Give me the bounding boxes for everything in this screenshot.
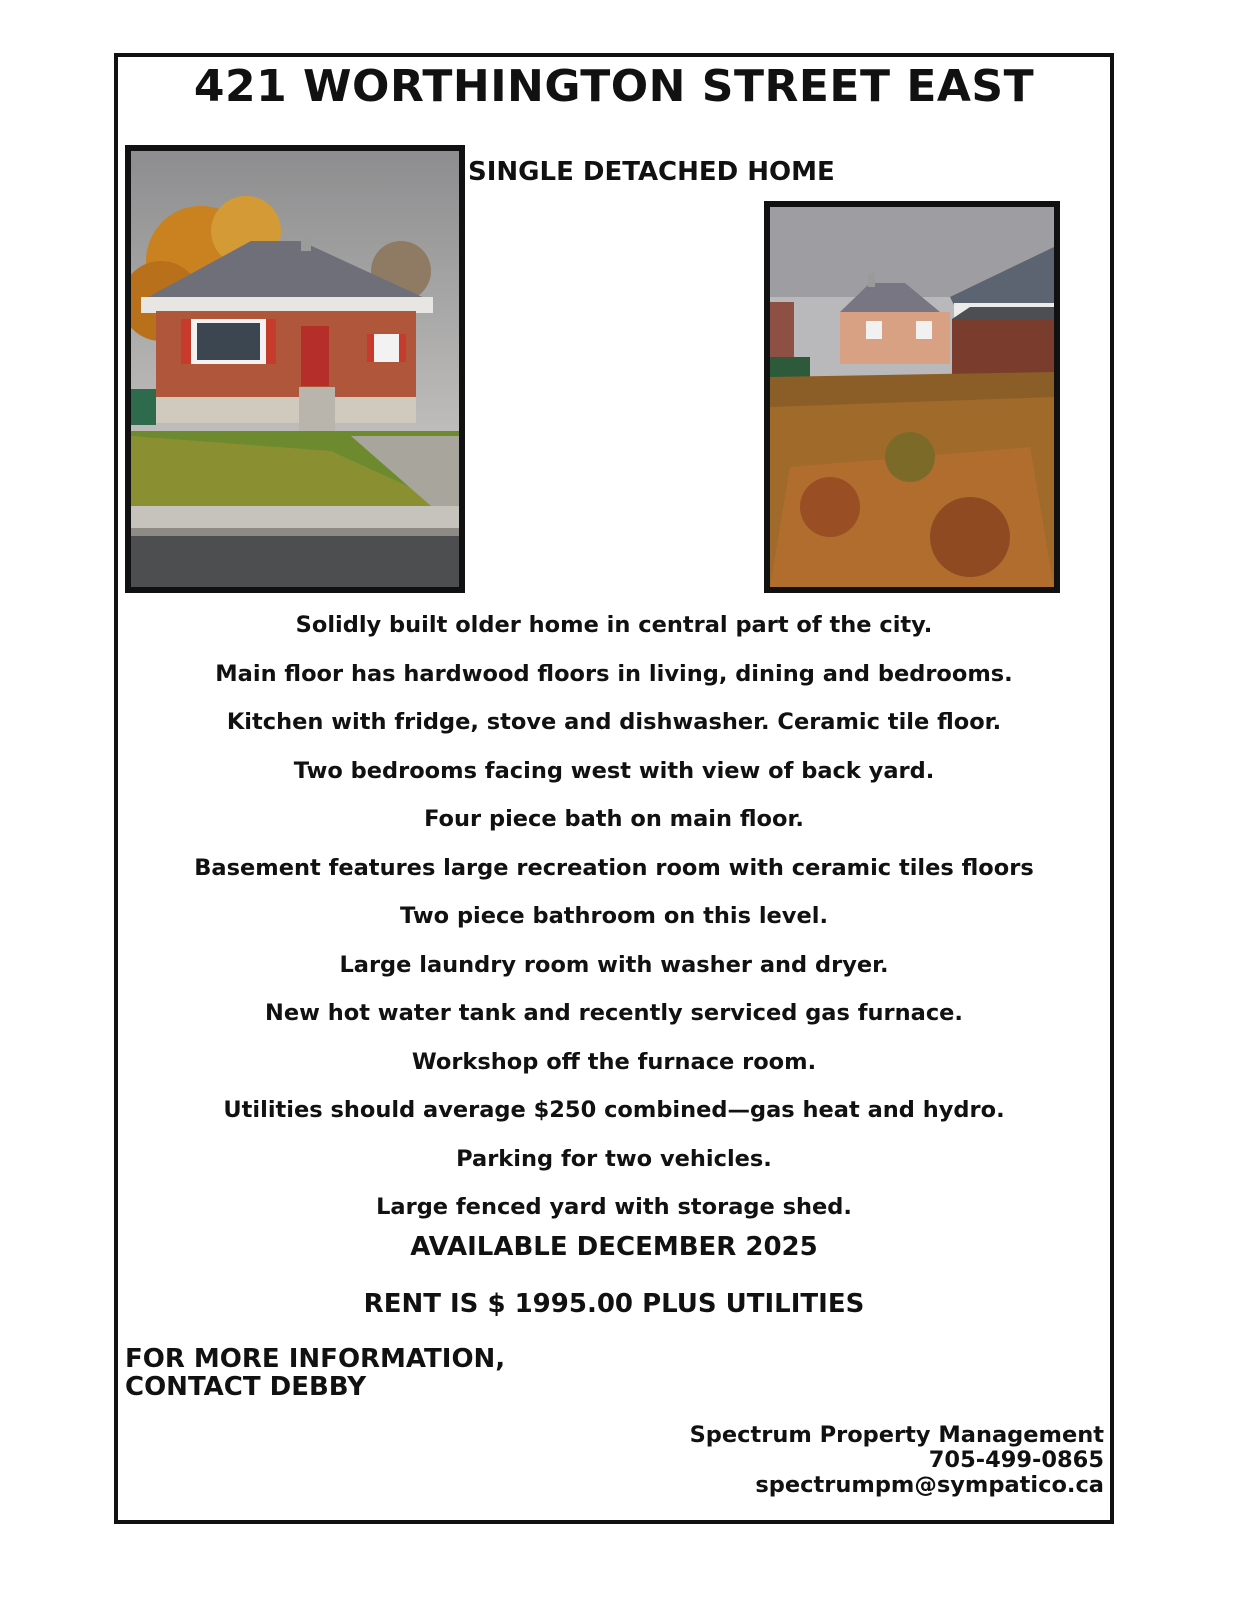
list-item: Main floor has hardwood floors in living, dining and bedrooms. [215,660,1013,687]
company-info [690,1423,1104,1498]
list-item: Two piece bathroom on this level. [400,903,828,929]
company-email: spectrumpm@sympatico.ca [755,1472,1104,1498]
property-type: SINGLE DETACHED HOME [468,157,835,187]
house-front-photo [125,145,465,593]
company-name: Spectrum Property Management [689,1422,1104,1448]
list-item: Kitchen with fridge, stove and dishwasher. Ceramic tile floor. [226,709,1002,735]
contact-line-2: CONTACT DEBBY [125,1372,367,1402]
rent-price: RENT IS $ 1995.00 PLUS UTILITIES [363,1289,865,1319]
feature-list [118,610,1110,1241]
page-title: 421 WORTHINGTON STREET EAST [193,61,1035,112]
backyard-photo [764,201,1060,593]
flyer-frame [114,53,1114,1524]
contact-block [125,1345,505,1401]
list-item: Parking for two vehicles. [456,1145,772,1172]
list-item: Solidly built older home in central part of the city. [295,612,933,638]
list-item: Two bedrooms facing west with view of back yard. [293,757,935,784]
list-item: Utilities should average $250 combined—gas heat and hydro. [223,1097,1005,1123]
list-item: New hot water tank and recently serviced gas furnace. [265,1000,963,1026]
list-item: Workshop off the furnace room. [411,1048,817,1075]
list-item: Large fenced yard with storage shed. [376,1194,852,1220]
list-item: Large laundry room with washer and dryer. [339,951,889,978]
company-phone: 705-499-0865 [928,1447,1104,1473]
availability-date: AVAILABLE DECEMBER 2025 [410,1232,818,1262]
list-item: Basement features large recreation room with ceramic tiles floors [194,854,1034,881]
contact-line-1: FOR MORE INFORMATION, [125,1344,506,1374]
list-item: Four piece bath on main floor. [424,806,804,832]
